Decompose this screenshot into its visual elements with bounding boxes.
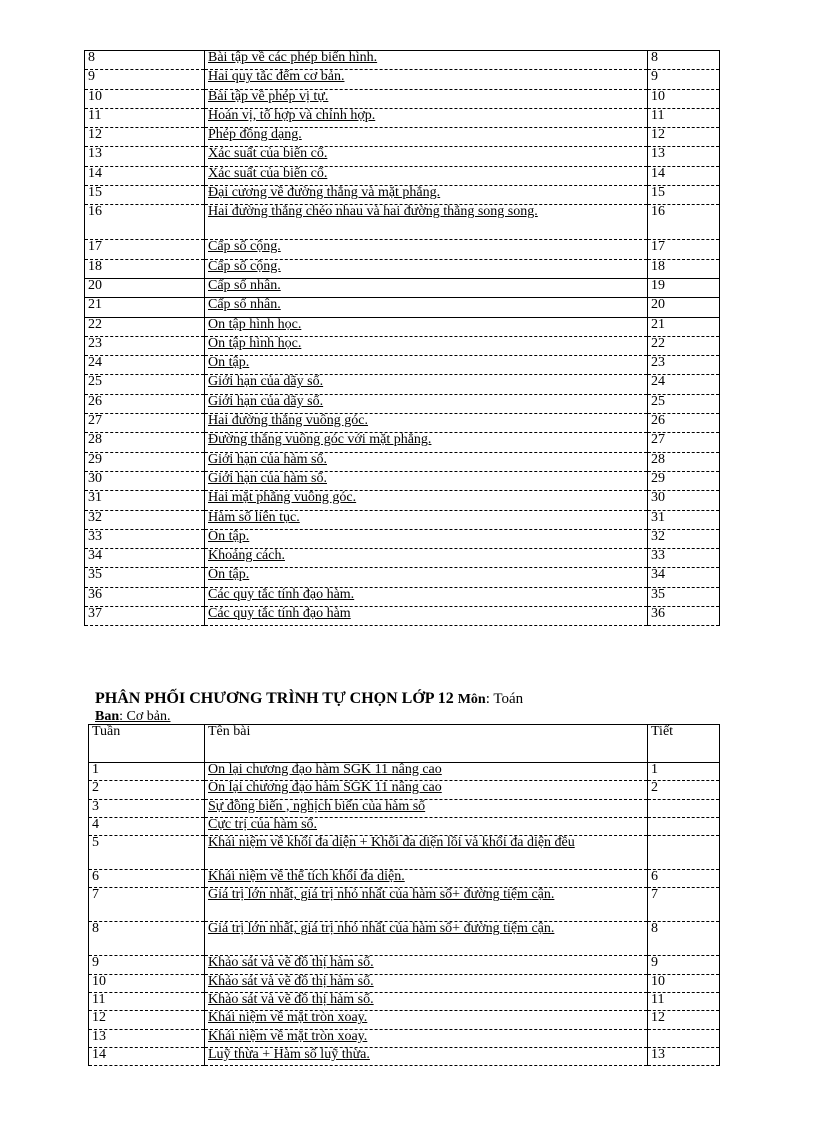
cell-number: 11 (85, 108, 205, 127)
cell-lesson-title: Đại cương về đường thẳng và mặt phẳng. (205, 186, 648, 205)
cell-lesson-title: Hai đường thẳng vuông góc. (205, 414, 648, 433)
cell-period: 28 (648, 452, 720, 471)
table-row (89, 870, 720, 888)
table-row (85, 549, 720, 568)
cell-period: 20 (648, 298, 720, 317)
table-row (85, 568, 720, 587)
cell-number: 13 (85, 147, 205, 166)
cell-lesson-title: Giá trị lớn nhất, giá trị nhỏ nhất của hàm số+ đường tiệm cận. (205, 888, 648, 922)
schedule-table-body (89, 725, 720, 1066)
schedule-table-grade-11 (84, 50, 720, 626)
section-title: PHÂN PHỐI CHƯƠNG TRÌNH TỰ CHỌN LỚP 12 (95, 690, 454, 707)
cell-lesson-title: Giá trị lớn nhất, giá trị nhỏ nhất của hàm số+ đường tiệm cận. (205, 922, 648, 956)
cell-period: 17 (648, 240, 720, 259)
subject-value: : Toán (485, 691, 524, 707)
table-row (85, 607, 720, 626)
cell-number: 23 (85, 336, 205, 355)
cell-period: 21 (648, 317, 720, 336)
cell-lesson-title: Hai đường thẳng chéo nhau và hai đường thẳng song song. (205, 205, 648, 240)
table-row (85, 70, 720, 89)
cell-period: 10 (648, 974, 720, 992)
cell-lesson-title: Ôn tập. (205, 356, 648, 375)
header-period: Tiết (648, 725, 720, 763)
level-value: : Cơ bản. (119, 709, 171, 724)
table-row (85, 166, 720, 185)
cell-period (648, 836, 720, 870)
cell-period: 16 (648, 205, 720, 240)
cell-period: 29 (648, 471, 720, 490)
cell-number: 37 (85, 607, 205, 626)
cell-lesson-title: Bài tập về phép vị tự. (205, 89, 648, 108)
cell-lesson-title: Khảo sát và vẽ đồ thị hàm số. (205, 956, 648, 974)
cell-period (648, 1029, 720, 1047)
cell-number: 9 (89, 956, 205, 974)
cell-number: 14 (89, 1047, 205, 1065)
cell-number: 15 (85, 186, 205, 205)
cell-number: 26 (85, 394, 205, 413)
table-row (89, 974, 720, 992)
cell-number: 35 (85, 568, 205, 587)
table-row (89, 817, 720, 835)
cell-number: 28 (85, 433, 205, 452)
cell-lesson-title: Giới hạn của dãy số. (205, 375, 648, 394)
cell-lesson-title: Ôn lại chương đạo hàm SGK 11 nâng cao (205, 763, 648, 781)
cell-lesson-title: Đường thẳng vuông góc với mặt phẳng. (205, 433, 648, 452)
cell-period: 36 (648, 607, 720, 626)
cell-period: 10 (648, 89, 720, 108)
cell-period: 24 (648, 375, 720, 394)
cell-period: 8 (648, 51, 720, 70)
table-row (85, 491, 720, 510)
cell-number: 22 (85, 317, 205, 336)
cell-lesson-title: Luỹ thừa + Hàm số luỹ thừa. (205, 1047, 648, 1065)
table-row (89, 1011, 720, 1029)
cell-number: 12 (89, 1011, 205, 1029)
cell-lesson-title: Các quy tắc tính đạo hàm (205, 607, 648, 626)
cell-number: 29 (85, 452, 205, 471)
cell-number: 7 (89, 888, 205, 922)
table-row (85, 259, 720, 278)
cell-lesson-title: Bài tập về các phép biến hình. (205, 51, 648, 70)
cell-period: 1 (648, 763, 720, 781)
table-row (89, 956, 720, 974)
cell-number: 36 (85, 587, 205, 606)
header-lesson: Tên bài (205, 725, 648, 763)
table-row (85, 240, 720, 259)
table-row (85, 510, 720, 529)
cell-number: 20 (85, 278, 205, 297)
schedule-table-body (85, 51, 720, 626)
cell-lesson-title: Cấp số cộng. (205, 259, 648, 278)
cell-number: 9 (85, 70, 205, 89)
cell-period: 15 (648, 186, 720, 205)
cell-number: 4 (89, 817, 205, 835)
table-row (89, 993, 720, 1011)
cell-lesson-title: Ôn lại chương đạo hàm SGK 11 nâng cao (205, 781, 648, 799)
cell-period: 30 (648, 491, 720, 510)
cell-lesson-title: Ôn tập. (205, 568, 648, 587)
cell-number: 21 (85, 298, 205, 317)
cell-lesson-title: Hai mặt phẳng vuông góc. (205, 491, 648, 510)
cell-number: 10 (89, 974, 205, 992)
level-label: Ban (95, 709, 120, 724)
table-row (85, 375, 720, 394)
cell-period: 7 (648, 888, 720, 922)
cell-lesson-title: Giới hạn của dãy số. (205, 394, 648, 413)
cell-number: 12 (85, 128, 205, 147)
cell-period: 22 (648, 336, 720, 355)
table-row (85, 452, 720, 471)
cell-lesson-title: Khái niệm về khối đa diện + Khối đa diện lồi và khối đa diện đều (205, 836, 648, 870)
cell-period (648, 799, 720, 817)
cell-number: 25 (85, 375, 205, 394)
cell-lesson-title: Sự đồng biến , nghịch biến của hàm số (205, 799, 648, 817)
cell-number: 5 (89, 836, 205, 870)
cell-period: 9 (648, 956, 720, 974)
table-row (85, 394, 720, 413)
cell-period: 12 (648, 128, 720, 147)
cell-lesson-title: Khái niệm về mặt tròn xoay. (205, 1011, 648, 1029)
cell-period: 6 (648, 870, 720, 888)
table-row (89, 1047, 720, 1065)
table-row (85, 147, 720, 166)
cell-period: 9 (648, 70, 720, 89)
table-row (85, 356, 720, 375)
table-row (85, 278, 720, 297)
subject-label: Môn (457, 692, 486, 707)
cell-period: 19 (648, 278, 720, 297)
cell-number: 32 (85, 510, 205, 529)
cell-lesson-title: Ôn tập. (205, 529, 648, 548)
cell-lesson-title: Khảo sát và vẽ đồ thị hàm số. (205, 974, 648, 992)
cell-period: 11 (648, 108, 720, 127)
cell-number: 14 (85, 166, 205, 185)
cell-lesson-title: Khái niệm về mặt tròn xoay. (205, 1029, 648, 1047)
table-row (85, 298, 720, 317)
table-row (85, 128, 720, 147)
cell-number: 10 (85, 89, 205, 108)
cell-lesson-title: Khái niệm về thể tích khối đa diện. (205, 870, 648, 888)
cell-lesson-title: Xác suất của biến cố. (205, 147, 648, 166)
header-week: Tuần (89, 725, 205, 763)
cell-number: 27 (85, 414, 205, 433)
cell-number: 16 (85, 205, 205, 240)
table-row (89, 1029, 720, 1047)
table-row (89, 799, 720, 817)
table-row (85, 587, 720, 606)
cell-number: 1 (89, 763, 205, 781)
cell-lesson-title: Ôn tập hình học. (205, 336, 648, 355)
table-row (85, 529, 720, 548)
cell-period (648, 817, 720, 835)
cell-lesson-title: Cấp số nhân. (205, 278, 648, 297)
cell-number: 11 (89, 993, 205, 1011)
cell-period: 25 (648, 394, 720, 413)
cell-lesson-title: Cấp số nhân. (205, 298, 648, 317)
cell-period: 27 (648, 433, 720, 452)
cell-period: 12 (648, 1011, 720, 1029)
cell-period: 14 (648, 166, 720, 185)
cell-period: 11 (648, 993, 720, 1011)
cell-period: 8 (648, 922, 720, 956)
section-heading (95, 690, 523, 708)
table-row (89, 781, 720, 799)
cell-period: 31 (648, 510, 720, 529)
table-row (85, 108, 720, 127)
cell-lesson-title: Giới hạn của hàm số. (205, 471, 648, 490)
cell-lesson-title: Xác suất của biến cố. (205, 166, 648, 185)
cell-period: 34 (648, 568, 720, 587)
cell-number: 8 (89, 922, 205, 956)
cell-lesson-title: Hàm số liên tục. (205, 510, 648, 529)
cell-period: 13 (648, 147, 720, 166)
cell-number: 3 (89, 799, 205, 817)
cell-lesson-title: Giới hạn của hàm số. (205, 452, 648, 471)
cell-number: 13 (89, 1029, 205, 1047)
cell-lesson-title: Khảo sát và vẽ đồ thị hàm số. (205, 993, 648, 1011)
table-row (85, 414, 720, 433)
table-header-row (89, 725, 720, 763)
cell-period: 23 (648, 356, 720, 375)
cell-number: 18 (85, 259, 205, 278)
cell-number: 30 (85, 471, 205, 490)
cell-number: 24 (85, 356, 205, 375)
table-row (85, 186, 720, 205)
cell-period: 18 (648, 259, 720, 278)
cell-number: 17 (85, 240, 205, 259)
cell-number: 2 (89, 781, 205, 799)
cell-number: 6 (89, 870, 205, 888)
table-row (85, 89, 720, 108)
cell-lesson-title: Ôn tập hình học. (205, 317, 648, 336)
schedule-table-grade-12 (88, 724, 720, 1066)
cell-number: 33 (85, 529, 205, 548)
table-row (85, 51, 720, 70)
cell-lesson-title: Hai quy tắc đếm cơ bản. (205, 70, 648, 89)
cell-lesson-title: Các quy tắc tính đạo hàm. (205, 587, 648, 606)
table-row (85, 471, 720, 490)
cell-period: 32 (648, 529, 720, 548)
table-row (89, 888, 720, 922)
table-row (89, 763, 720, 781)
cell-period: 13 (648, 1047, 720, 1065)
table-row (85, 433, 720, 452)
cell-period: 26 (648, 414, 720, 433)
cell-lesson-title: Phép đồng dạng. (205, 128, 648, 147)
cell-number: 31 (85, 491, 205, 510)
cell-period: 33 (648, 549, 720, 568)
level-line (95, 709, 170, 725)
table-row (85, 336, 720, 355)
cell-lesson-title: Cực trị của hàm số. (205, 817, 648, 835)
table-row (85, 205, 720, 240)
cell-lesson-title: Cấp số cộng. (205, 240, 648, 259)
table-row (85, 317, 720, 336)
table-row (89, 836, 720, 870)
cell-lesson-title: Khoảng cách. (205, 549, 648, 568)
cell-period: 2 (648, 781, 720, 799)
cell-lesson-title: Hoán vị, tổ hợp và chỉnh hợp. (205, 108, 648, 127)
table-row (89, 922, 720, 956)
cell-period: 35 (648, 587, 720, 606)
cell-number: 8 (85, 51, 205, 70)
cell-number: 34 (85, 549, 205, 568)
